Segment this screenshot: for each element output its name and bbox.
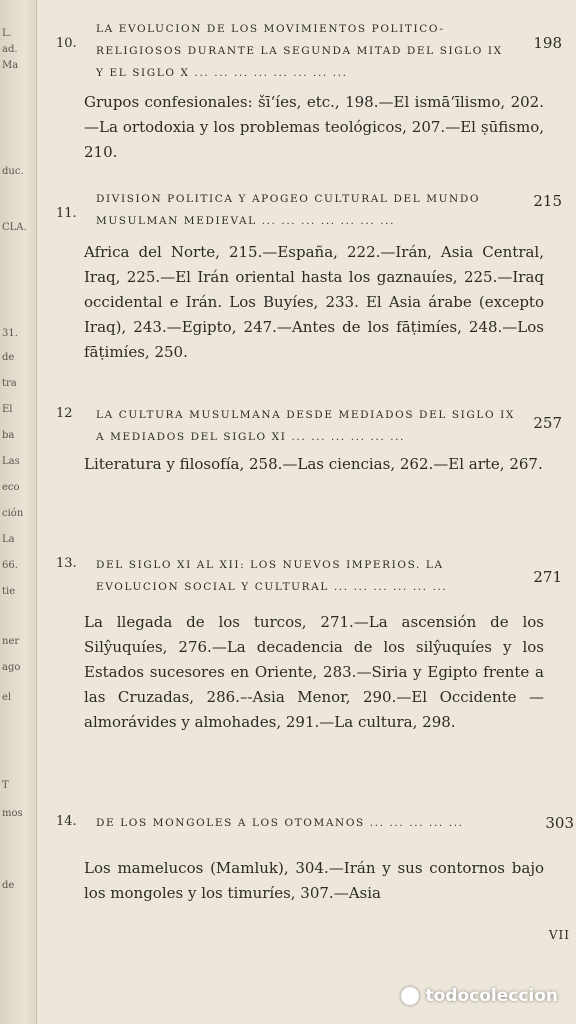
chapter-subsections: Literatura y filosofía, 258.—Las ciencias, 262.—El arte, 267. (84, 455, 543, 473)
gutter-fragment: L. (2, 28, 12, 39)
gutter-fragment: tra (2, 378, 17, 389)
gutter-fragment: duc. (2, 166, 24, 177)
gutter-fragment: ad. (2, 44, 18, 55)
chapter-page-number: 215 (533, 192, 562, 210)
gutter-fragment: 66. (2, 560, 18, 571)
gutter-fragment: de (2, 880, 15, 891)
chapter-title: DIVISION POLITICA Y APOGEO CULTURAL DEL MUNDO MUSULMAN MEDIEVAL ... ... ... ... ... ... ... (96, 193, 481, 227)
chapter-page-number: 198 (533, 34, 562, 52)
chapter-title: DEL SIGLO XI AL XII: LOS NUEVOS IMPERIOS. LA EVOLUCION SOCIAL Y CULTURAL ... ... ... ... ... ... (96, 559, 448, 593)
gutter-fragment: ago (2, 662, 21, 673)
chapter-title: LA CULTURA MUSULMANA DESDE MEDIADOS DEL SIGLO IX A MEDIADOS DEL SIGLO XI ... ... ... ... ... ... (96, 409, 515, 443)
gutter-fragment: ner (2, 636, 20, 647)
watermark-icon (401, 987, 419, 1005)
chapter-number: 13. (56, 556, 77, 571)
gutter-fragment: eco (2, 482, 20, 493)
watermark-text: todocoleccion (425, 986, 558, 1006)
gutter-fragment: Ma (2, 60, 19, 71)
gutter-fragment: CLA. (2, 222, 27, 233)
gutter-fragment: de (2, 352, 15, 363)
watermark-logo (401, 984, 558, 1008)
chapter-subsections: Grupos confesionales: šī‘íes, etc., 198.—El ismā‘īlismo, 202.—La ortodoxia y los problemas teológicos, 207.—El ṣūfismo, 210. (84, 93, 544, 161)
gutter-fragment: tie (2, 586, 16, 597)
chapter-page-number: 271 (533, 568, 562, 586)
chapter-subsections: Los mamelucos (Mamluk), 304.—Irán y sus contornos bajo los mongoles y los timuríes, 307.—Asia (84, 859, 544, 902)
chapter-page-number: 303 (545, 814, 574, 832)
gutter-fragment: El (2, 404, 13, 415)
adjacent-page-edge (0, 0, 37, 1024)
gutter-fragment: T (2, 780, 9, 791)
chapter-number: 14. (56, 814, 77, 829)
gutter-fragment: el (2, 692, 12, 703)
chapter-subsections: La llegada de los turcos, 271.—La ascensión de los Silŷuquíes, 276.—La decadencia de los silŷuquíes y los Estados sucesores en Oriente, 283.—Siria y Egipto frente a las Cruzadas, 286.–-Asia Menor, 290.—El Occidente —almorávides y almohades, 291.—La cultura, 298. (84, 613, 544, 731)
chapter-title: LA EVOLUCION DE LOS MOVIMIENTOS POLITICO-RELIGIOSOS DURANTE LA SEGUNDA MITAD DEL SIGLO IX Y EL SIGLO X ... ... ... ... ... ... ... ... (96, 23, 503, 79)
table-of-contents-page (36, 0, 576, 1024)
chapter-page-number: 257 (533, 414, 562, 432)
gutter-fragment: Las (2, 456, 20, 467)
chapter-number: 11. (56, 206, 77, 221)
chapter-title: DE LOS MONGOLES A LOS OTOMANOS ... ... ... ... ... (96, 817, 464, 829)
gutter-fragment: 31. (2, 328, 18, 339)
page-folio: VII (548, 928, 570, 942)
chapter-number: 10. (56, 36, 77, 51)
gutter-fragment: La (2, 534, 15, 545)
gutter-fragment: ción (2, 508, 24, 519)
gutter-fragment: ba (2, 430, 15, 441)
gutter-fragment: mos (2, 808, 23, 819)
chapter-number: 12 (56, 406, 73, 421)
chapter-subsections: Africa del Norte, 215.—España, 222.—Irán, Asia Central, Iraq, 225.—El Irán oriental hasta los gaznauíes, 225.—Iraq occidental e Irán. Los Buyíes, 233. El Asia árabe (excepto Iraq), 243.—Egipto, 247.—Antes de los fāṭimíes, 248.—Los fāṭimíes, 250. (84, 243, 544, 361)
